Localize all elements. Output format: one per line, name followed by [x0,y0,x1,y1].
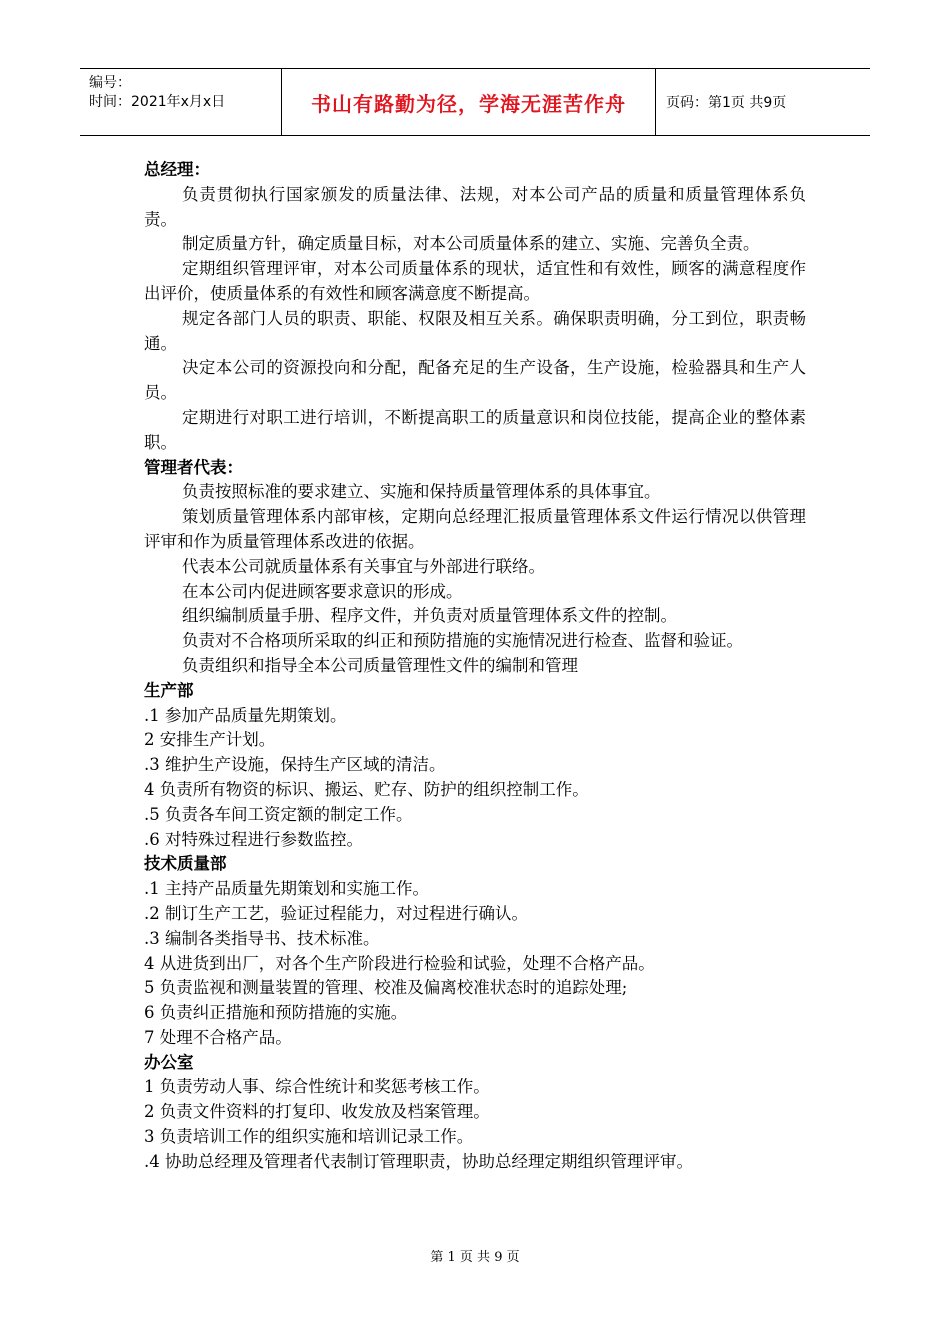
list-item: 2 安排生产计划。 [144,730,276,750]
page-header [80,68,870,136]
paragraph: 代表本公司就质量体系有关事宜与外部进行联络。 [182,556,545,576]
paragraph: 决定本公司的资源投向和分配，配备充足的生产设备，生产设施，检验器具和生产人员。 [144,358,806,403]
footer-page-number: 第 1 页 共 9 页 [430,1250,520,1265]
list-item: .5 负责各车间工资定额的制定工作。 [144,804,413,824]
paragraph: 规定各部门人员的职责、职能、权限及相互关系。确保职责明确，分工到位，职责畅通。 [144,308,806,353]
section-general-manager [144,158,806,456]
header-meta-cell [80,69,282,135]
document-time-label: 时间：2021年x月x日 [89,94,226,110]
list-item: 3 负责培训工作的组织实施和培训记录工作。 [144,1127,474,1147]
section-office [144,1051,806,1175]
paragraph: 负责贯彻执行国家颁发的质量法律、法规，对本公司产品的质量和质量管理体系负责。 [144,184,806,229]
section-title: 办公室 [144,1052,194,1072]
section-title: 技术质量部 [144,854,227,874]
paragraph: 定期组织管理评审，对本公司质量体系的现状，适宜性和有效性，顾客的满意程度作出评价，使质量体系的有效性和顾客满意度不断提高。 [144,259,806,303]
paragraph: 制定质量方针，确定质量目标，对本公司质量体系的建立、实施、完善负全责。 [182,234,760,254]
header-motto-cell [282,69,656,135]
list-item: .3 编制各类指导书、技术标准。 [144,928,380,948]
list-item: .1 参加产品质量先期策划。 [144,705,347,725]
paragraph: 组织编制质量手册、程序文件，并负责对质量管理体系文件的控制。 [182,606,677,626]
list-item: 5 负责监视和测量装置的管理、校准及偏离校准状态时的追踪处理; [144,978,628,998]
paragraph: 负责按照标准的要求建立、实施和保持质量管理体系的具体事宜。 [182,482,661,502]
section-management-representative [144,456,806,679]
paragraph: 策划质量管理体系内部审核，定期向总经理汇报质量管理体系文件运行情况以供管理评审和作为质量管理体系改进的依据。 [144,507,806,551]
section-title: 总经理： [144,160,210,179]
list-item: .2 制订生产工艺，验证过程能力，对过程进行确认。 [144,903,528,923]
list-item: 2 负责文件资料的打复印、收发放及档案管理。 [144,1102,490,1122]
paragraph: 负责对不合格项所采取的纠正和预防措施的实施情况进行检查、监督和验证。 [182,631,743,651]
paragraph: 定期进行对职工进行培训，不断提高职工的质量意识和岗位技能，提高企业的整体素职。 [144,407,806,452]
list-item: 6 负责纠正措施和预防措施的实施。 [144,1003,408,1023]
list-item: 1 负责劳动人事、综合性统计和奖惩考核工作。 [144,1077,490,1097]
list-item: .6 对特殊过程进行参数监控。 [144,829,363,849]
document-body [144,158,806,1175]
list-item: 4 负责所有物资的标识、搬运、贮存、防护的组织控制工作。 [144,779,589,799]
list-item: .3 维护生产设施，保持生产区域的清洁。 [144,755,446,775]
header-page-label: 页码：第1页 共9页 [666,95,787,111]
section-production-dept [144,679,806,853]
paragraph: 在本公司内促进顾客要求意识的形成。 [182,581,463,601]
paragraph: 负责组织和指导全本公司质量管理性文件的编制和管理 [182,655,578,675]
section-technical-quality-dept [144,852,806,1050]
list-item: .1 主持产品质量先期策划和实施工作。 [144,879,429,899]
section-title: 生产部 [144,680,194,700]
page-footer [0,1246,950,1265]
list-item: 7 处理不合格产品。 [144,1027,292,1047]
document-number-label: 编号： [89,75,131,91]
section-title: 管理者代表： [144,457,243,477]
header-motto: 书山有路勤为径，学海无涯苦作舟 [311,91,626,116]
list-item: 4 从进货到出厂，对各个生产阶段进行检验和试验，处理不合格产品。 [144,953,655,973]
list-item: .4 协助总经理及管理者代表制订管理职责，协助总经理定期组织管理评审。 [144,1151,693,1171]
header-page-cell [656,69,870,135]
